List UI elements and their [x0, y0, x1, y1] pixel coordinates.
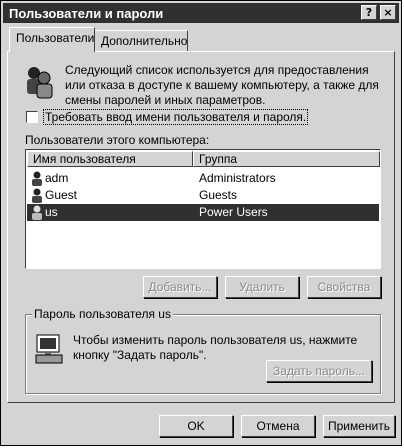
add-user-button[interactable]: Добавить...: [143, 276, 217, 298]
apply-button[interactable]: Применить: [323, 415, 395, 437]
intro-text: Следующий список используется для предоставления или отказа в доступе к вашему компьютеру, а также для смены паролей и иных параметров.: [65, 63, 379, 107]
user-group: Administrators: [199, 171, 276, 185]
computer-icon: [34, 333, 64, 365]
password-group: [25, 307, 381, 394]
users-list-caption: Пользователи этого компьютера:: [25, 133, 210, 147]
tab-advanced-label: Дополнительно: [101, 34, 188, 48]
column-header-username-label: Имя пользователя: [33, 152, 136, 166]
column-header-group-label: Группа: [199, 152, 238, 166]
list-item[interactable]: [27, 187, 379, 204]
password-group-text: Чтобы изменить пароль пользователя us, нажмите кнопку "Задать пароль".: [73, 333, 358, 362]
help-button[interactable]: ?: [361, 5, 377, 20]
remove-user-button[interactable]: Удалить: [225, 276, 299, 298]
user-group: Power Users: [199, 205, 268, 219]
cancel-button[interactable]: Отмена: [241, 415, 315, 437]
list-item-selected[interactable]: [27, 204, 379, 221]
users-list[interactable]: [25, 149, 381, 269]
user-name: Guest: [45, 188, 78, 202]
user-icon: [30, 205, 44, 220]
column-header-group[interactable]: [193, 151, 380, 167]
user-name: us: [45, 205, 58, 219]
properties-button[interactable]: Свойства: [307, 276, 381, 298]
password-group-legend: Пароль пользователя us: [34, 307, 171, 321]
users-icon: [23, 64, 55, 100]
require-login-label[interactable]: Требовать ввод имени пользователя и пароля.: [45, 110, 307, 124]
tab-advanced[interactable]: [94, 30, 188, 51]
window-title: Пользователи и пароли: [9, 6, 164, 21]
close-button[interactable]: ×: [380, 5, 396, 20]
tab-users[interactable]: [9, 27, 95, 52]
column-header-username[interactable]: [27, 151, 193, 167]
list-item[interactable]: [27, 170, 379, 187]
user-group: Guests: [199, 188, 238, 202]
require-login-checkbox[interactable]: [26, 111, 38, 123]
set-password-button[interactable]: Задать пароль...: [266, 360, 372, 382]
user-icon: [30, 171, 44, 186]
user-name: adm: [45, 171, 69, 185]
user-icon: [30, 188, 44, 203]
tab-users-label: Пользователи: [16, 31, 95, 45]
title-bar[interactable]: [3, 3, 399, 23]
ok-button[interactable]: OK: [159, 415, 233, 437]
